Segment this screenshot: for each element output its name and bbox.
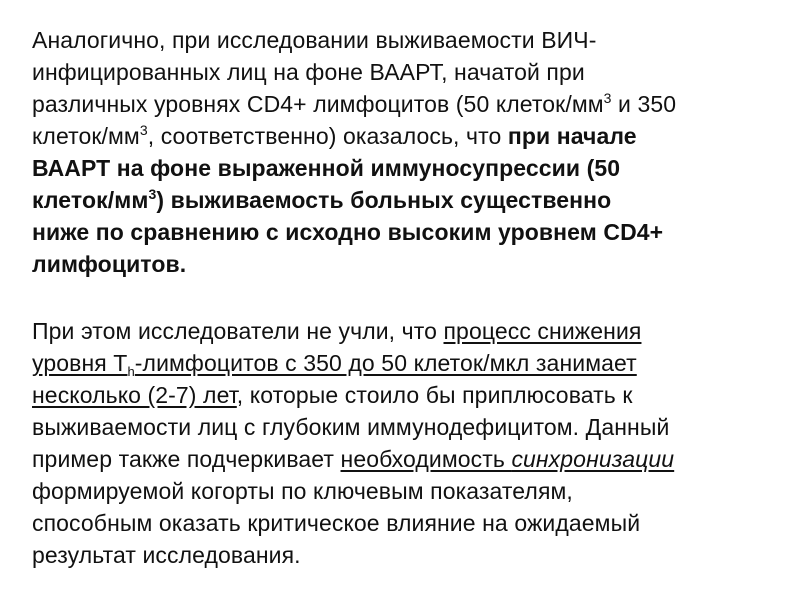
text-run: формируемой когорты по ключевым показателям, [32,478,573,504]
text-line [32,475,784,507]
text-run: , которые стоило бы приплюсовать к [236,382,633,408]
text-run: клеток/мм [32,123,140,149]
text-run: Аналогично, при исследовании выживаемости ВИЧ- [32,27,597,53]
superscript: 3 [603,90,612,106]
underlined-text [32,350,637,379]
paragraph-survival-study [32,24,784,280]
bold-text: ) выживаемость больных существенно [156,187,612,213]
text-line [32,443,784,475]
superscript: 3 [148,186,157,202]
text-line [32,24,784,56]
text-run: пример также подчеркивает [32,446,341,472]
superscript: 3 [139,122,148,138]
text-run: и 350 [611,91,677,117]
text-line [32,56,784,88]
text-run: инфицированных лиц на фоне ВААРТ, начатой при [32,59,585,85]
bold-text: лимфоцитов. [32,251,187,277]
text-run: уровня Т [32,350,128,376]
bold-text: ВААРТ на фоне выраженной иммуносупрессии (50 [32,155,621,181]
text-run: способным оказать критическое влияние на ожидаемый [32,510,641,536]
text-line [32,379,784,411]
text-run: результат исследования. [32,542,301,568]
bold-text-line [32,216,784,248]
text-run: , соответственно) оказалось, что [147,123,508,149]
bold-text: при начале [507,123,637,149]
text-run: выживаемости лиц с глубоким иммунодефицитом. Данный [32,414,670,440]
bold-text: ниже по сравнению с исходно высоким уровнем CD4+ [32,219,664,245]
underlined-text: процесс снижения [443,318,642,344]
paragraph-limitations [32,315,784,571]
text-line [32,88,784,120]
text-line [32,347,784,379]
bold-text: клеток/мм [32,187,149,213]
text-line [32,315,784,347]
text-run: различных уровнях CD4+ лимфоцитов (50 клеток/мм [32,91,604,117]
text-line [32,120,784,152]
underlined-italic-text: синхронизации [511,446,675,472]
text-line [32,507,784,539]
text-line [32,411,784,443]
bold-text-line [32,184,784,216]
text-run: -лимфоцитов с 350 до 50 клеток/мкл занимает [134,350,637,376]
bold-text-line [32,248,784,280]
underlined-text: необходимость [340,446,512,472]
subscript: h [127,364,135,379]
underlined-text: несколько (2-7) лет [32,382,237,408]
bold-text-line [32,152,784,184]
text-line [32,539,784,571]
text-run: При этом исследователи не учли, что [32,318,444,344]
